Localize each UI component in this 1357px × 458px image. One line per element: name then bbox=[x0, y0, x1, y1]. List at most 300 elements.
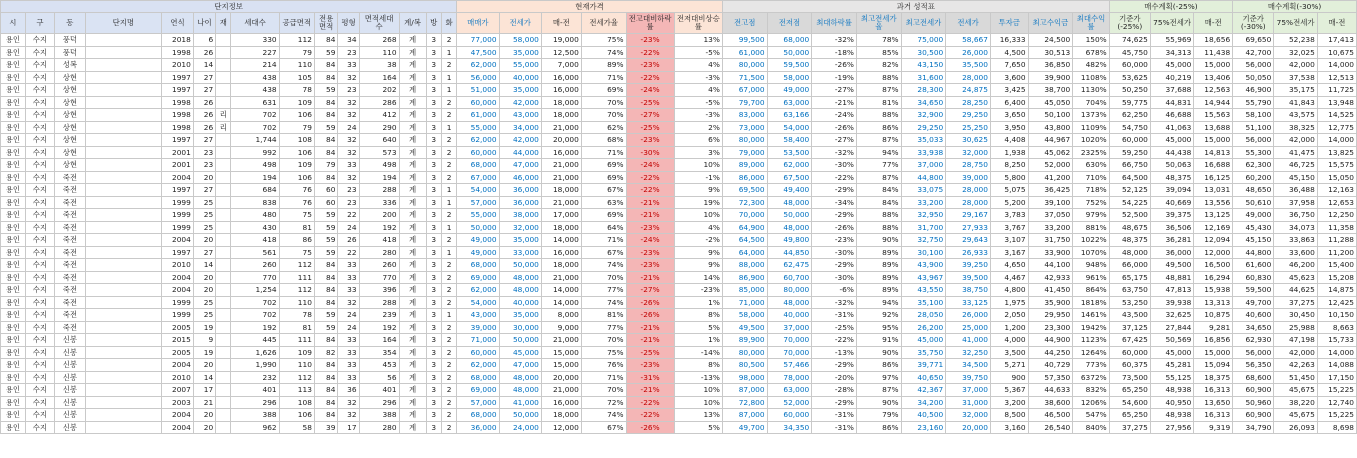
table-cell: 계 bbox=[399, 221, 426, 234]
table-cell: 46,725 bbox=[1274, 159, 1318, 172]
table-cell: -28% bbox=[812, 384, 857, 397]
table-cell: 수지 bbox=[25, 209, 54, 222]
table-cell: 수지 bbox=[25, 334, 54, 347]
table-cell: 용인 bbox=[1, 46, 26, 59]
table-cell: 280 bbox=[359, 421, 399, 434]
table-cell: 42,367 bbox=[901, 384, 946, 397]
table-cell: 33 bbox=[338, 159, 359, 172]
table-cell: 86,000 bbox=[722, 171, 767, 184]
table-row[interactable] bbox=[1, 346, 1357, 359]
table-cell: 87,000 bbox=[722, 409, 767, 422]
table-cell: 12,425 bbox=[1317, 296, 1356, 309]
table-cell bbox=[85, 284, 161, 297]
table-cell: 4,650 bbox=[990, 259, 1028, 272]
table-cell: 49,000 bbox=[1233, 209, 1274, 222]
table-cell: 39,100 bbox=[1028, 196, 1073, 209]
table-cell: 59 bbox=[314, 321, 338, 334]
table-cell: 36,750 bbox=[1274, 209, 1318, 222]
table-cell: 상현 bbox=[55, 146, 86, 159]
table-cell bbox=[216, 221, 231, 234]
column-header: 동 bbox=[55, 13, 86, 34]
table-cell: 44,900 bbox=[1028, 334, 1073, 347]
column-header: 매-전 bbox=[541, 13, 581, 34]
table-row[interactable] bbox=[1, 134, 1357, 147]
column-header: 세대수 bbox=[231, 13, 279, 34]
table-cell: 수지 bbox=[25, 121, 54, 134]
table-cell: 계 bbox=[399, 59, 426, 72]
table-row[interactable] bbox=[1, 159, 1357, 172]
table-cell: 78 bbox=[279, 309, 314, 322]
table-cell: 52,125 bbox=[1109, 184, 1150, 197]
table-cell: 50,000 bbox=[499, 334, 541, 347]
table-cell: 16,688 bbox=[1194, 159, 1233, 172]
table-row[interactable] bbox=[1, 321, 1357, 334]
table-cell: 62,000 bbox=[457, 59, 499, 72]
table-cell: 45,430 bbox=[1233, 221, 1274, 234]
table-cell: 48,000 bbox=[499, 271, 541, 284]
table-cell: 31,600 bbox=[901, 71, 946, 84]
table-cell: -14% bbox=[674, 346, 722, 359]
table-cell: 61,000 bbox=[457, 109, 499, 122]
table-cell: 33 bbox=[338, 284, 359, 297]
table-cell bbox=[216, 34, 231, 47]
table-cell: 10,150 bbox=[1317, 309, 1356, 322]
table-cell: 49,500 bbox=[722, 321, 767, 334]
table-cell: 702 bbox=[231, 121, 279, 134]
table-cell: 21,000 bbox=[541, 334, 581, 347]
table-cell: 62% bbox=[581, 121, 626, 134]
table-cell: 286 bbox=[359, 96, 399, 109]
table-cell: 수지 bbox=[25, 321, 54, 334]
table-cell: 44,800 bbox=[1233, 246, 1274, 259]
table-cell: 3 bbox=[426, 146, 441, 159]
table-cell: 702 bbox=[231, 296, 279, 309]
table-cell: 68,000 bbox=[457, 159, 499, 172]
table-cell: 227 bbox=[231, 46, 279, 59]
table-cell: 4% bbox=[674, 84, 722, 97]
column-header-row bbox=[1, 13, 1357, 34]
table-cell: 52,500 bbox=[1109, 209, 1150, 222]
table-row[interactable] bbox=[1, 34, 1357, 47]
table-cell: -23% bbox=[626, 34, 674, 47]
table-cell: 1942% bbox=[1073, 321, 1109, 334]
table-cell: 232 bbox=[231, 371, 279, 384]
table-cell: 43,000 bbox=[457, 309, 499, 322]
table-cell: 44,250 bbox=[1028, 346, 1073, 359]
table-cell: 상현 bbox=[55, 159, 86, 172]
table-cell bbox=[216, 371, 231, 384]
table-cell: 64,500 bbox=[722, 234, 767, 247]
table-cell: 16,000 bbox=[541, 146, 581, 159]
table-cell: 86 bbox=[279, 234, 314, 247]
table-cell: 678% bbox=[1073, 46, 1109, 59]
table-cell: 죽전 bbox=[55, 246, 86, 259]
table-cell: 45,000 bbox=[901, 334, 946, 347]
table-cell: 864% bbox=[1073, 284, 1109, 297]
table-cell: 64,900 bbox=[722, 221, 767, 234]
table-cell: -30% bbox=[626, 146, 674, 159]
table-cell: 65,175 bbox=[1109, 271, 1150, 284]
table-cell: 34,073 bbox=[1274, 221, 1318, 234]
table-row[interactable] bbox=[1, 334, 1357, 347]
column-header: 투자금 bbox=[990, 13, 1028, 34]
table-cell: 계 bbox=[399, 84, 426, 97]
table-cell bbox=[216, 396, 231, 409]
table-cell bbox=[85, 271, 161, 284]
table-cell: 2004 bbox=[162, 284, 194, 297]
table-cell: 용인 bbox=[1, 159, 26, 172]
column-header: 전저대비상승률 bbox=[674, 13, 722, 34]
column-header: 연식 bbox=[162, 13, 194, 34]
column-header: 최고수익금 bbox=[1028, 13, 1073, 34]
table-cell: 40,650 bbox=[901, 371, 946, 384]
table-cell: 18,656 bbox=[1194, 34, 1233, 47]
table-cell: 18,000 bbox=[541, 96, 581, 109]
table-cell: 2 bbox=[441, 146, 456, 159]
table-cell: 15,050 bbox=[1317, 171, 1356, 184]
table-cell: 1 bbox=[441, 121, 456, 134]
table-cell: 3 bbox=[426, 209, 441, 222]
table-row[interactable] bbox=[1, 396, 1357, 409]
table-cell: 죽전 bbox=[55, 234, 86, 247]
table-cell: -29% bbox=[812, 259, 857, 272]
table-cell: 47,000 bbox=[499, 159, 541, 172]
table-cell: 60,000 bbox=[457, 96, 499, 109]
table-cell: 1,744 bbox=[231, 134, 279, 147]
table-cell: 67,000 bbox=[722, 84, 767, 97]
table-cell: 38,325 bbox=[1274, 121, 1318, 134]
table-cell: 18,000 bbox=[541, 109, 581, 122]
table-cell: 48,650 bbox=[1233, 184, 1274, 197]
table-cell: 5,271 bbox=[990, 359, 1028, 372]
table-cell: 68,000 bbox=[457, 259, 499, 272]
table-cell: 71% bbox=[581, 234, 626, 247]
table-cell: -22% bbox=[626, 46, 674, 59]
table-cell: 23,300 bbox=[1028, 321, 1073, 334]
table-cell: 70,000 bbox=[722, 209, 767, 222]
table-cell: 48,000 bbox=[767, 196, 812, 209]
table-row[interactable] bbox=[1, 96, 1357, 109]
column-header: 기준가(-30%) bbox=[1233, 13, 1274, 34]
table-cell: 계 bbox=[399, 296, 426, 309]
table-cell: 1997 bbox=[162, 84, 194, 97]
table-row[interactable] bbox=[1, 209, 1357, 222]
table-row[interactable] bbox=[1, 121, 1357, 134]
table-cell: 18,000 bbox=[541, 259, 581, 272]
table-cell: 1999 bbox=[162, 309, 194, 322]
table-cell: 3 bbox=[426, 184, 441, 197]
table-cell: 18,000 bbox=[541, 184, 581, 197]
table-cell: 1997 bbox=[162, 184, 194, 197]
table-cell: 계 bbox=[399, 109, 426, 122]
table-cell: 34,790 bbox=[1233, 421, 1274, 434]
table-cell: 1,200 bbox=[990, 321, 1028, 334]
table-cell: 신봉 bbox=[55, 396, 86, 409]
table-cell: 29,643 bbox=[946, 234, 991, 247]
table-cell: 33,600 bbox=[1274, 246, 1318, 259]
table-row[interactable] bbox=[1, 196, 1357, 209]
table-cell: 죽전 bbox=[55, 284, 86, 297]
table-cell: 702 bbox=[231, 109, 279, 122]
table-cell: 2001 bbox=[162, 146, 194, 159]
table-cell: 59 bbox=[314, 84, 338, 97]
table-cell: 1997 bbox=[162, 71, 194, 84]
table-cell: 48,881 bbox=[1150, 271, 1194, 284]
table-cell: 3,107 bbox=[990, 234, 1028, 247]
table-cell: 41,843 bbox=[1274, 96, 1318, 109]
table-cell: 32,025 bbox=[1274, 46, 1318, 59]
table-cell: 3,950 bbox=[990, 121, 1028, 134]
table-cell: 3 bbox=[426, 109, 441, 122]
table-cell: 85% bbox=[856, 46, 901, 59]
table-cell: 11,725 bbox=[1317, 84, 1356, 97]
table-cell: 12,653 bbox=[1317, 196, 1356, 209]
table-cell: 70% bbox=[581, 271, 626, 284]
table-cell: 16,125 bbox=[1194, 171, 1233, 184]
table-cell: 계 bbox=[399, 321, 426, 334]
table-cell: 4,500 bbox=[990, 46, 1028, 59]
table-cell bbox=[85, 259, 161, 272]
column-header: 전세가율 bbox=[581, 13, 626, 34]
table-cell: 37,538 bbox=[1274, 71, 1318, 84]
table-cell: 계 bbox=[399, 246, 426, 259]
table-cell: 2004 bbox=[162, 359, 194, 372]
table-cell: 수지 bbox=[25, 259, 54, 272]
table-cell: 547% bbox=[1073, 409, 1109, 422]
table-cell: 58,667 bbox=[946, 34, 991, 47]
table-cell: 84 bbox=[314, 71, 338, 84]
table-cell: 3,425 bbox=[990, 84, 1028, 97]
table-cell: -22% bbox=[812, 171, 857, 184]
table-cell: 용인 bbox=[1, 396, 26, 409]
table-cell: 상현 bbox=[55, 84, 86, 97]
table-cell: 15,575 bbox=[1317, 159, 1356, 172]
table-cell: 2325% bbox=[1073, 146, 1109, 159]
table-cell bbox=[85, 59, 161, 72]
table-cell: 6% bbox=[674, 134, 722, 147]
table-cell: 63,000 bbox=[767, 96, 812, 109]
column-header: 공급면적 bbox=[279, 13, 314, 34]
table-cell: 45,000 bbox=[1150, 346, 1194, 359]
table-row[interactable] bbox=[1, 146, 1357, 159]
table-row[interactable] bbox=[1, 384, 1357, 397]
table-cell: 640 bbox=[359, 134, 399, 147]
table-cell: -21% bbox=[626, 334, 674, 347]
table-cell: 69,650 bbox=[1233, 34, 1274, 47]
table-cell: 26,933 bbox=[946, 246, 991, 259]
table-cell: -22% bbox=[626, 171, 674, 184]
table-cell: 90% bbox=[856, 234, 901, 247]
table-cell: 23 bbox=[338, 196, 359, 209]
table-cell bbox=[85, 134, 161, 147]
table-cell: 신봉 bbox=[55, 384, 86, 397]
table-cell: 1,975 bbox=[990, 296, 1028, 309]
table-cell: 40,219 bbox=[1150, 71, 1194, 84]
table-cell: 2 bbox=[441, 209, 456, 222]
table-cell: 87% bbox=[856, 384, 901, 397]
table-row[interactable] bbox=[1, 371, 1357, 384]
table-cell: 84 bbox=[314, 259, 338, 272]
table-cell: 21,000 bbox=[541, 121, 581, 134]
table-cell: 109 bbox=[279, 159, 314, 172]
table-cell: -31% bbox=[626, 371, 674, 384]
table-cell: 192 bbox=[231, 321, 279, 334]
table-cell: 수지 bbox=[25, 109, 54, 122]
table-cell: 13% bbox=[674, 34, 722, 47]
table-cell: 신봉 bbox=[55, 409, 86, 422]
table-cell: 39,900 bbox=[1028, 71, 1073, 84]
table-cell: 45,150 bbox=[1274, 171, 1318, 184]
table-row[interactable] bbox=[1, 409, 1357, 422]
table-cell: 계 bbox=[399, 259, 426, 272]
table-cell: 64,000 bbox=[722, 246, 767, 259]
table-cell: 74% bbox=[581, 259, 626, 272]
table-cell: 24 bbox=[338, 321, 359, 334]
table-cell: 164 bbox=[359, 334, 399, 347]
table-cell: 15,000 bbox=[1194, 346, 1233, 359]
table-cell: 20 bbox=[193, 359, 215, 372]
table-cell: 33,125 bbox=[946, 296, 991, 309]
table-cell: 9% bbox=[674, 184, 722, 197]
table-cell: 계 bbox=[399, 171, 426, 184]
table-cell: 296 bbox=[231, 396, 279, 409]
table-cell: 계 bbox=[399, 409, 426, 422]
table-cell: 60,375 bbox=[1109, 359, 1150, 372]
table-row[interactable] bbox=[1, 171, 1357, 184]
table-cell: 1% bbox=[674, 296, 722, 309]
table-cell: 5,200 bbox=[990, 196, 1028, 209]
table-cell: 2 bbox=[441, 384, 456, 397]
table-cell bbox=[216, 321, 231, 334]
table-row[interactable] bbox=[1, 234, 1357, 247]
table-cell: 55,969 bbox=[1150, 34, 1194, 47]
table-cell: 55,125 bbox=[1150, 371, 1194, 384]
table-cell: 59 bbox=[314, 246, 338, 259]
table-row[interactable] bbox=[1, 184, 1357, 197]
table-cell: 40,000 bbox=[767, 309, 812, 322]
table-row[interactable] bbox=[1, 221, 1357, 234]
table-cell: 1264% bbox=[1073, 346, 1109, 359]
table-cell: 수지 bbox=[25, 396, 54, 409]
table-cell: 32 bbox=[338, 396, 359, 409]
table-cell: 14,000 bbox=[1317, 134, 1356, 147]
table-cell: 48,938 bbox=[1150, 384, 1194, 397]
table-row[interactable] bbox=[1, 359, 1357, 372]
table-cell: 15,225 bbox=[1317, 384, 1356, 397]
table-cell: 194 bbox=[231, 171, 279, 184]
table-row[interactable] bbox=[1, 271, 1357, 284]
table-cell: 1 bbox=[441, 46, 456, 59]
table-cell: 112 bbox=[279, 259, 314, 272]
table-row[interactable] bbox=[1, 284, 1357, 297]
column-header: 나이 bbox=[193, 13, 215, 34]
table-cell: -30% bbox=[812, 246, 857, 259]
table-cell bbox=[216, 409, 231, 422]
table-cell: 32 bbox=[338, 71, 359, 84]
table-cell: 60,900 bbox=[1233, 384, 1274, 397]
table-row[interactable] bbox=[1, 59, 1357, 72]
table-row[interactable] bbox=[1, 46, 1357, 59]
column-header: 최대하락률 bbox=[812, 13, 857, 34]
table-cell: 69,000 bbox=[457, 271, 499, 284]
table-cell: 59,500 bbox=[1233, 284, 1274, 297]
table-row[interactable] bbox=[1, 84, 1357, 97]
table-row[interactable] bbox=[1, 421, 1357, 434]
table-cell: 2 bbox=[441, 359, 456, 372]
table-row[interactable] bbox=[1, 109, 1357, 122]
table-cell: -21% bbox=[626, 271, 674, 284]
table-cell: 55,000 bbox=[457, 121, 499, 134]
table-cell: 3 bbox=[426, 334, 441, 347]
table-cell: -13% bbox=[674, 371, 722, 384]
table-cell: 용인 bbox=[1, 96, 26, 109]
table-cell: 89,900 bbox=[722, 334, 767, 347]
table-cell: 62,000 bbox=[457, 359, 499, 372]
table-cell: 3 bbox=[426, 196, 441, 209]
table-cell: 79% bbox=[856, 409, 901, 422]
table-cell: 34,650 bbox=[1233, 321, 1274, 334]
table-cell: 36 bbox=[338, 384, 359, 397]
table-cell: 27 bbox=[193, 84, 215, 97]
table-cell: 86% bbox=[856, 359, 901, 372]
table-cell: 3 bbox=[426, 96, 441, 109]
table-cell bbox=[216, 59, 231, 72]
table-cell: 50,000 bbox=[457, 221, 499, 234]
table-cell: 396 bbox=[359, 284, 399, 297]
table-row[interactable] bbox=[1, 309, 1357, 322]
table-cell: 1 bbox=[441, 84, 456, 97]
table-cell: 88,000 bbox=[722, 259, 767, 272]
table-cell: 26,000 bbox=[946, 309, 991, 322]
table-cell: 3 bbox=[426, 134, 441, 147]
table-cell: 388 bbox=[359, 409, 399, 422]
table-cell: 684 bbox=[231, 184, 279, 197]
table-cell: 29,167 bbox=[946, 209, 991, 222]
table-cell: -29% bbox=[812, 359, 857, 372]
table-cell: 770 bbox=[359, 271, 399, 284]
table-row[interactable] bbox=[1, 296, 1357, 309]
table-cell: 26,093 bbox=[1274, 421, 1318, 434]
table-cell: 2 bbox=[441, 396, 456, 409]
table-cell: 260 bbox=[359, 259, 399, 272]
table-cell: 704% bbox=[1073, 96, 1109, 109]
table-cell: 44,850 bbox=[767, 246, 812, 259]
table-cell: 26,200 bbox=[901, 321, 946, 334]
column-header: 매-전 bbox=[1317, 13, 1356, 34]
table-cell: 14,088 bbox=[1317, 359, 1356, 372]
table-cell: 12,000 bbox=[541, 421, 581, 434]
table-row[interactable] bbox=[1, 259, 1357, 272]
table-row[interactable] bbox=[1, 246, 1357, 259]
table-cell: 110 bbox=[279, 296, 314, 309]
table-cell: 14,000 bbox=[541, 284, 581, 297]
column-header: 면적세대수 bbox=[359, 13, 399, 34]
table-cell: 1,626 bbox=[231, 346, 279, 359]
group-past-performance: 과거 성적표 bbox=[722, 1, 1109, 13]
table-cell: 1109% bbox=[1073, 121, 1109, 134]
table-cell: 336 bbox=[359, 196, 399, 209]
table-cell: 44,831 bbox=[1150, 96, 1194, 109]
table-cell: 신봉 bbox=[55, 346, 86, 359]
table-row[interactable] bbox=[1, 71, 1357, 84]
table-cell: 2010 bbox=[162, 59, 194, 72]
table-cell: 42,933 bbox=[1028, 271, 1073, 284]
table-cell: 57,000 bbox=[457, 396, 499, 409]
table-cell: 12,775 bbox=[1317, 121, 1356, 134]
column-header: 방 bbox=[426, 13, 441, 34]
table-cell: 68% bbox=[581, 134, 626, 147]
table-cell: 48,000 bbox=[499, 384, 541, 397]
